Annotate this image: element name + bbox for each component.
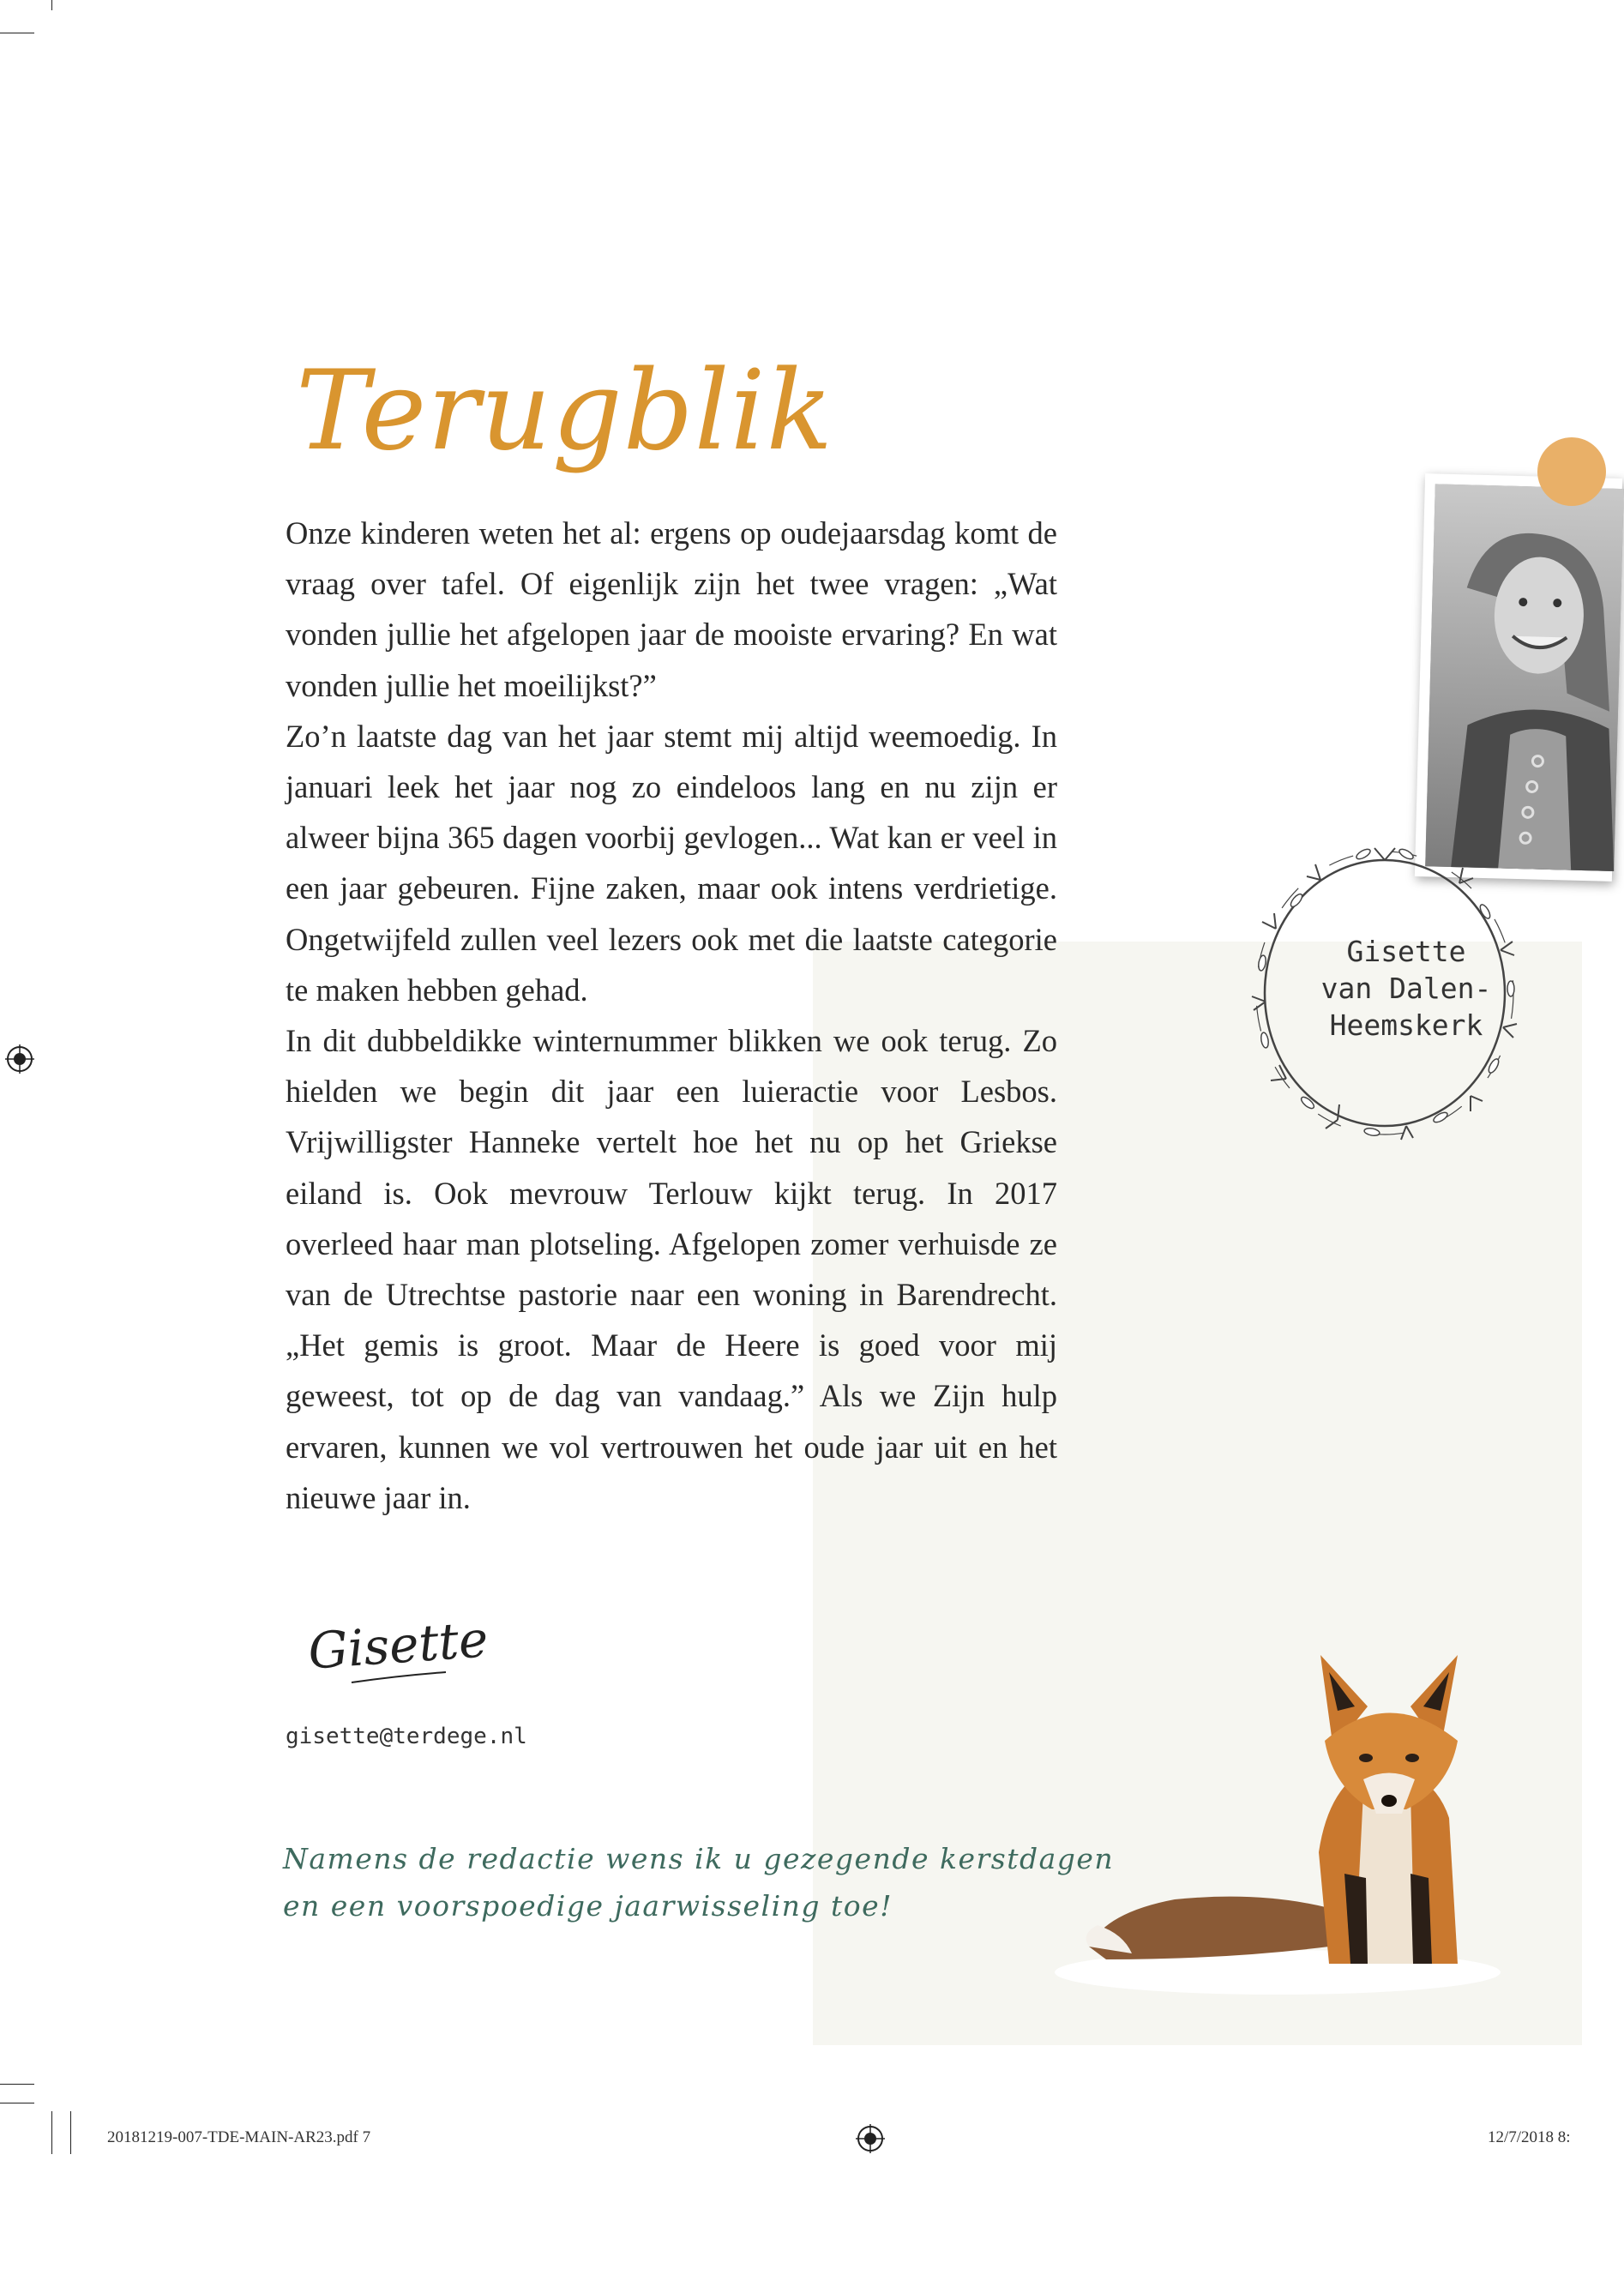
signature-text: Gisette: [306, 1610, 490, 1681]
crop-mark: [51, 2111, 52, 2154]
fox-illustration: [1072, 1595, 1518, 1998]
wish-line: Namens de redactie wens ik u gezegende kerstdagen: [283, 1842, 1115, 1875]
author-name: [1286, 933, 1526, 1044]
holiday-wish: [283, 1835, 1115, 1929]
pin-icon: [1537, 437, 1606, 506]
author-photo: [1425, 484, 1624, 871]
crop-mark: [0, 2084, 34, 2085]
registration-mark-icon: [5, 1044, 34, 1074]
signature: [304, 1604, 490, 1698]
email[interactable]: gisette@terdege.nl: [286, 1724, 527, 1749]
paragraph: In dit dubbeldikke winternummer blikken we ook terug. Zo hielden we begin dit jaar een luieractie voor Lesbos. Vrijwilligster Hanneke vertelt hoe het nu op het Griekse eiland is. Ook mevrouw Terlouw kijkt terug. In 2017 overleed haar man plotseling. Afgelopen zomer verhuisde ze van de Utrechtse pastorie naar een woning in Barendrecht. „Het gemis is groot. Maar de Heere is goed voor mij geweest, tot op de dag van vandaag.” Als we Zijn hulp ervaren, kunnen we vol vertrouwen het oude jaar uit en het nieuwe jaar in.: [286, 1023, 1057, 1515]
author-photo-frame: [1415, 473, 1622, 882]
footer-date: 12/7/2018 8:: [1488, 2128, 1571, 2146]
paragraph: Onze kinderen weten het al: ergens op oudejaarsdag komt de vraag over tafel. Of eigenlijk zijn het twee vragen: „Wat vonden jullie het afgelopen jaar de mooiste ervaring? En wat vonden jullie het moeilijkst?”: [286, 515, 1057, 703]
page-title: Terugblik: [296, 347, 834, 475]
author-name-line: Heemskerk: [1329, 1008, 1483, 1042]
crop-mark: [51, 0, 52, 10]
editorial-text: [286, 508, 1057, 1523]
registration-mark-icon: [856, 2124, 885, 2153]
footer-file-info: 20181219-007-TDE-MAIN-AR23.pdf 7: [107, 2128, 371, 2146]
crop-mark: [70, 2111, 71, 2154]
author-name-line: Gisette: [1346, 935, 1466, 968]
author-name-line: van Dalen-: [1320, 972, 1492, 1005]
paragraph: Zo’n laatste dag van het jaar stemt mij altijd weemoedig. In januari leek het jaar nog zo eindeloos lang en nu zijn er alweer bijna 365 dagen voorbij gevlogen... Wat kan er veel in een jaar gebeuren. Fijne zaken, maar ook intens verdrietige. Ongetwijfeld zullen veel lezers ook met die laatste categorie te maken hebben gehad.: [286, 718, 1057, 1008]
wish-line: en een voorspoedige jaarwisseling toe!: [283, 1889, 893, 1923]
